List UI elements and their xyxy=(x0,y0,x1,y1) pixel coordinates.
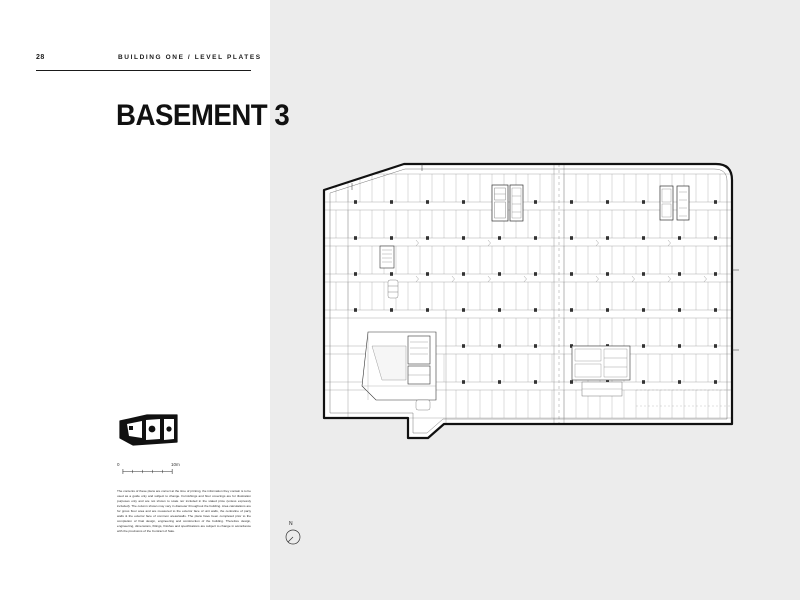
north-arrow xyxy=(284,521,306,549)
header-divider xyxy=(36,70,251,71)
scale-bar-start-label: 0 xyxy=(117,462,120,467)
disclaimer-text: The contents of these plans are correct at the time of printing, the information they contain is to be used as a guide only and subject to change. Furnishings and floor coverings are for illustration purposes only and are not shown to scale nor included in the stated price (unless expressly included). The column shown may vary in diameter throughout the building. Area calculations are for gross floor area and are measured to the exterior face of unit walls, the centreline of party walls & the exterior face of common areas/walls. The plans have been completed prior to the completion of final design, engineering and construction of the building. Therefore design, engineering, dimensions, fittings, finishes and specifications are subject to change in accordance with the provisions of the Contract of Sale. xyxy=(117,489,251,533)
page-header-title: BUILDING ONE / LEVEL PLATES xyxy=(118,54,262,61)
scale-bar xyxy=(117,462,189,476)
page-number: 28 xyxy=(36,54,45,61)
north-arrow-label: N xyxy=(289,521,293,527)
basement-3-floor-plan xyxy=(296,150,756,460)
scale-bar-end-label: 10m xyxy=(171,462,180,467)
key-plan-thumbnail xyxy=(117,412,181,448)
page-title: BASEMENT 3 xyxy=(116,99,290,132)
